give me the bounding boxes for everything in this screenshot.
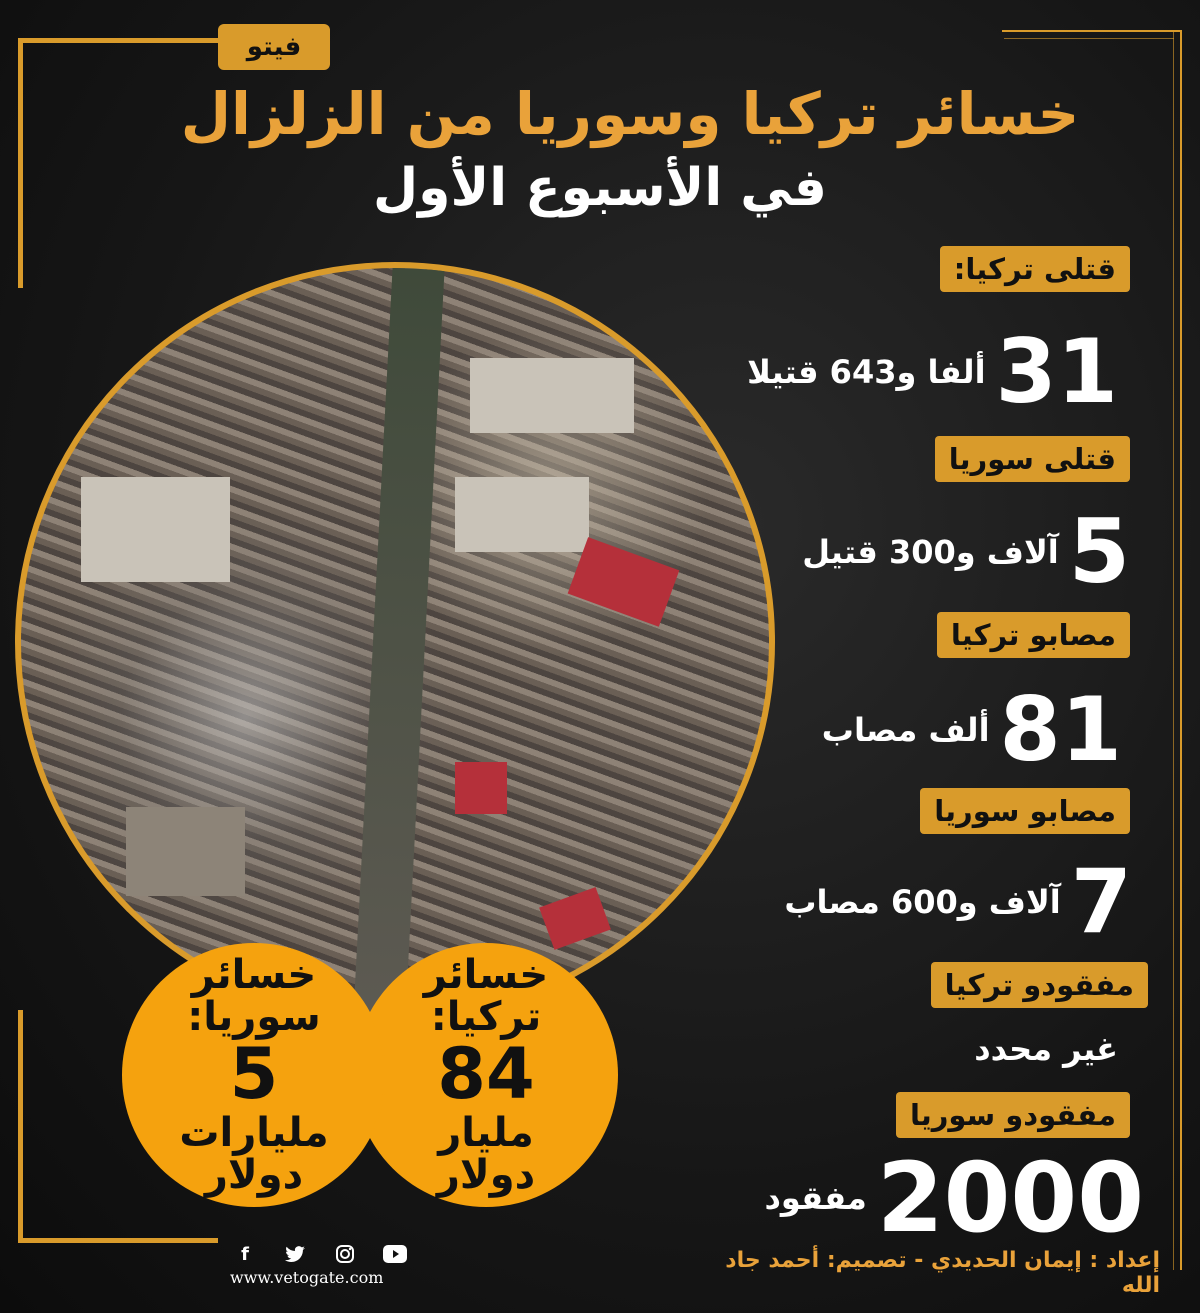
turkey-losses-badge [356, 945, 616, 1205]
label-turkey-injured: مصابو تركيا [937, 612, 1130, 658]
photo-red-roof [539, 887, 611, 950]
page-title: خسائر تركيا وسوريا من الزلزال [180, 80, 1080, 148]
stat-text: ألفا و643 قتيلا [747, 353, 986, 391]
twitter-icon[interactable] [282, 1243, 308, 1265]
logo-text: فيتو [246, 32, 302, 62]
stat-text: آلاف و600 مصاب [784, 883, 1061, 921]
frame-right-line-inner [1173, 30, 1174, 1270]
badge-title-country: سوريا: [187, 994, 321, 1041]
stat-number: 2000 [876, 1142, 1144, 1254]
stat-syria-deaths [802, 500, 1130, 603]
label-turkey-missing: مفقودو تركيا [931, 962, 1148, 1008]
badge-title: خسائر [423, 952, 549, 999]
label-syria-deaths: قتلى سوريا [935, 436, 1130, 482]
badge-unit: مليار [438, 1109, 534, 1156]
social-icons [232, 1243, 408, 1265]
website-url[interactable]: www.vetogate.com [230, 1268, 384, 1287]
stat-number: 81 [999, 678, 1122, 781]
stat-syria-injured [784, 850, 1132, 953]
frame-left-bottom-line [18, 1010, 23, 1240]
label-syria-missing: مفقودو سوريا [896, 1092, 1130, 1138]
youtube-icon[interactable] [382, 1243, 408, 1265]
credits-text: إعداد : إيمان الحديدي - تصميم: أحمد جاد الله [725, 1248, 1160, 1298]
photo-building [126, 807, 246, 897]
frame-right-top-line-inner [1004, 38, 1174, 39]
facebook-icon[interactable]: f [241, 1243, 249, 1265]
frame-top-line [18, 38, 218, 43]
frame-bottom-line [18, 1238, 218, 1243]
instagram-icon[interactable] [332, 1243, 358, 1265]
badge-currency: دولار [436, 1151, 536, 1198]
stat-turkey-deaths [747, 320, 1118, 423]
frame-right-line [1180, 30, 1182, 1270]
earthquake-aerial-photo [15, 262, 775, 1022]
stat-text: مفقود [764, 1179, 867, 1217]
stat-syria-missing [764, 1142, 1144, 1254]
photo-red-roof [567, 537, 679, 626]
stat-text: ألف مصاب [821, 711, 990, 749]
label-syria-injured: مصابو سوريا [920, 788, 1130, 834]
page-subtitle: في الأسبوع الأول [373, 158, 827, 218]
badge-title-country: تركيا: [430, 994, 542, 1041]
photo-building [81, 477, 231, 582]
photo-building [470, 358, 635, 433]
badge-number: 84 [437, 1033, 535, 1116]
stat-number: 31 [995, 320, 1118, 423]
label-turkey-deaths: قتلى تركيا: [940, 246, 1130, 292]
badge-number: 5 [229, 1033, 279, 1116]
photo-road [353, 267, 444, 1017]
stat-number: 5 [1068, 500, 1130, 603]
photo-building [455, 477, 590, 552]
frame-right-top-line [1002, 30, 1182, 32]
stat-number: 7 [1070, 850, 1132, 953]
photo-red-roof [455, 762, 507, 814]
badge-title: خسائر [191, 952, 317, 999]
stat-text: آلاف و300 قتيل [802, 533, 1059, 571]
stat-turkey-injured [821, 678, 1122, 781]
frame-left-line [18, 38, 23, 288]
syria-losses-badge [124, 945, 384, 1205]
badge-unit: مليارات [179, 1109, 329, 1156]
stat-turkey-missing-text: غير محدد [974, 1030, 1118, 1068]
brand-logo[interactable] [218, 24, 330, 70]
badge-currency: دولار [204, 1151, 304, 1198]
